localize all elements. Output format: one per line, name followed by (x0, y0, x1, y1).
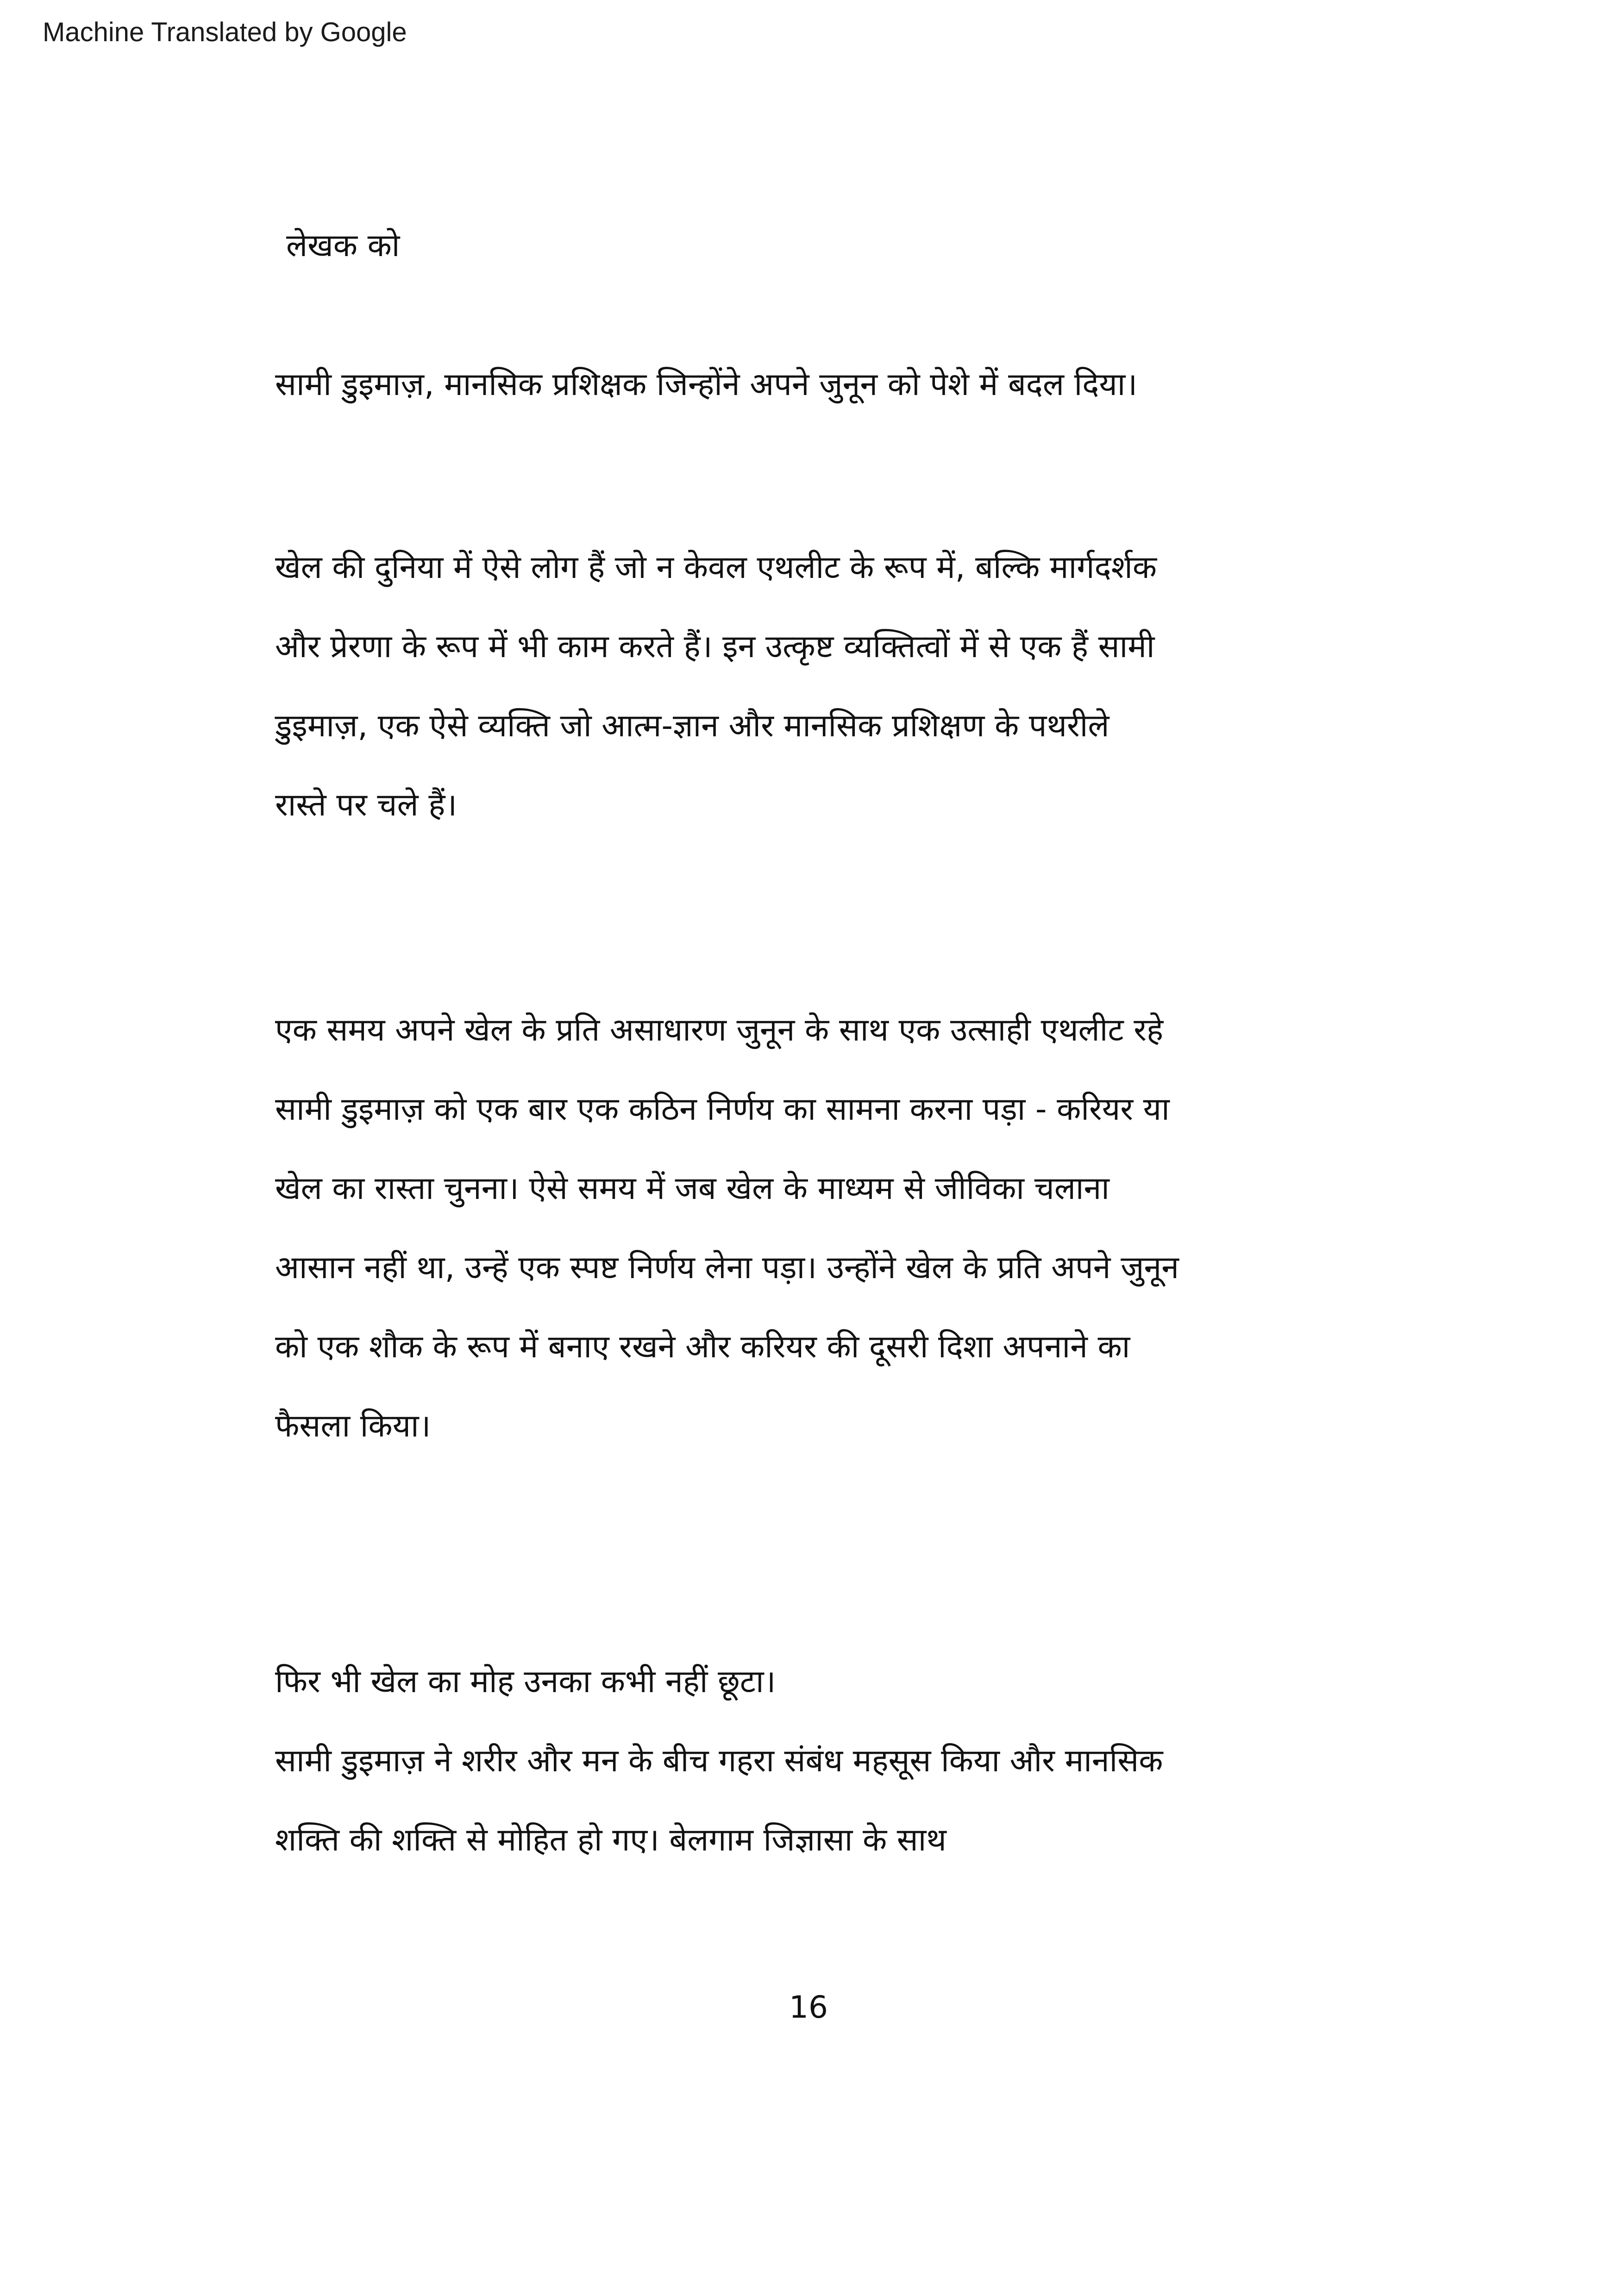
paragraph-line: फिर भी खेल का मोह उनका कभी नहीं छूटा। (275, 1663, 776, 1700)
paragraph-line: आसान नहीं था, उन्हें एक स्पष्ट निर्णय लेना पड़ा। उन्होंने खेल के प्रति अपने जुनून (275, 1249, 1179, 1286)
paragraph-line: को एक शौक के रूप में बनाए रखने और करियर की दूसरी दिशा अपनाने का (275, 1329, 1130, 1365)
paragraph-line: फैसला किया। (275, 1408, 431, 1444)
paragraph-line: खेल की दुनिया में ऐसे लोग हैं जो न केवल एथलीट के रूप में, बल्कि मार्गदर्शक (275, 549, 1157, 586)
paragraph-sports-world (275, 528, 1386, 845)
paragraph-line: रास्ते पर चले हैं। (275, 787, 458, 823)
page-number: 16 (789, 1989, 828, 2025)
paragraph-line: सामी डुइमाज़ को एक बार एक कठिन निर्णय का सामना करना पड़ा - करियर या (275, 1091, 1170, 1128)
paragraph-line: और प्रेरणा के रूप में भी काम करते हैं। इन उत्कृष्ट व्यक्तित्वों में से एक हैं सामी (275, 628, 1155, 665)
paragraph-intro (275, 345, 1386, 424)
paragraph-mind-body (275, 1642, 1386, 1880)
paragraph-line: सामी डुइमाज़, मानसिक प्रशिक्षक जिन्होंने अपने जुनून को पेशे में बदल दिया। (275, 366, 1138, 403)
paragraph-line: डुइमाज़, एक ऐसे व्यक्ति जो आत्म-ज्ञान और मानसिक प्रशिक्षण के पथरीले (275, 708, 1109, 744)
section-heading (286, 206, 1398, 285)
machine-translation-notice: Machine Translated by Google (43, 17, 407, 47)
paragraph-line: सामी डुइमाज़ ने शरीर और मन के बीच गहरा संबंध महसूस किया और मानसिक (275, 1743, 1163, 1779)
paragraph-line: शक्ति की शक्ति से मोहित हो गए। बेलगाम जिज्ञासा के साथ (275, 1822, 946, 1858)
paragraph-line: खेल का रास्ता चुनना। ऐसे समय में जब खेल के माध्यम से जीविका चलाना (275, 1170, 1109, 1207)
paragraph-career-decision (275, 991, 1386, 1466)
heading-text: लेखक को (286, 227, 400, 264)
paragraph-line: एक समय अपने खेल के प्रति असाधारण जुनून के साथ एक उत्साही एथलीट रहे (275, 1012, 1164, 1048)
